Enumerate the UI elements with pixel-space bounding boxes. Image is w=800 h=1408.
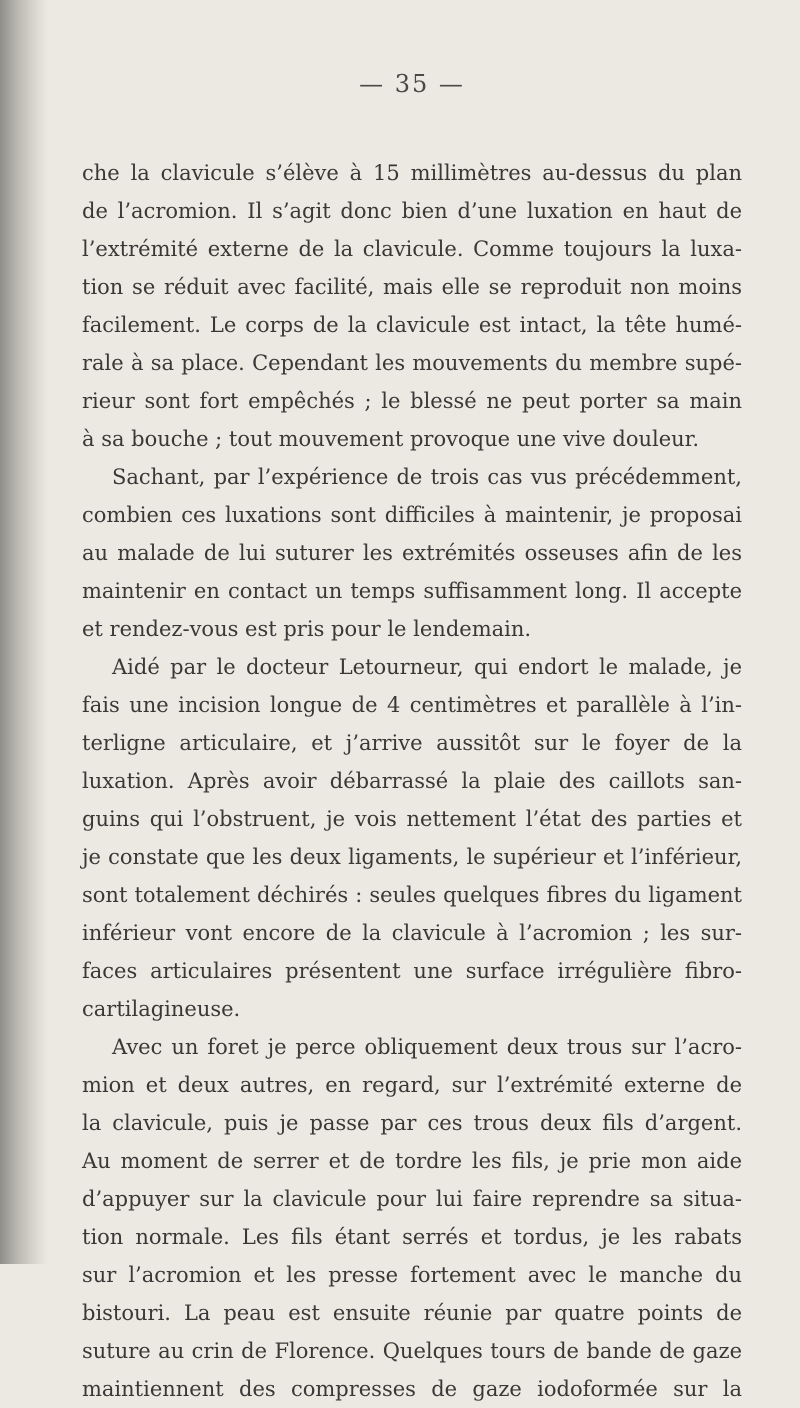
text-line: bistouri. La peau est ensuite réunie par quatre points de [82, 1301, 742, 1325]
text-line: maintiennent des compresses de gaze iodoformée sur la [82, 1377, 742, 1401]
scan-page-edge [0, 0, 48, 1264]
text-line: sur l’acromion et les presse fortement avec le manche du [82, 1263, 742, 1287]
text-line: rale à sa place. Cependant les mouvements du membre supé- [82, 351, 742, 375]
text-line: Aidé par le docteur Letourneur, qui endort le malade, je [112, 655, 742, 679]
text-line: de l’acromion. Il s’agit donc bien d’une luxation en haut de [82, 199, 742, 223]
text-line: rieur sont fort empêchés ; le blessé ne peut porter sa main [82, 389, 742, 413]
text-line: Avec un foret je perce obliquement deux trous sur l’acro- [112, 1035, 742, 1059]
text-line: je constate que les deux ligaments, le supérieur et l’inférieur, [82, 845, 742, 869]
body-text [82, 154, 742, 1408]
text-line: à sa bouche ; tout mouvement provoque une vive douleur. [82, 427, 700, 451]
text-line: inférieur vont encore de la clavicule à l’acromion ; les sur- [82, 921, 742, 945]
text-line: Sachant, par l’expérience de trois cas vus précédemment, [112, 465, 742, 489]
text-line: mion et deux autres, en regard, sur l’extrémité externe de [82, 1073, 742, 1097]
text-line: faces articulaires présentent une surface irrégulière fibro- [82, 959, 742, 983]
text-line: cartilagineuse. [82, 997, 241, 1021]
text-line: terligne articulaire, et j’arrive aussitôt sur le foyer de la [82, 731, 742, 755]
text-line: che la clavicule s’élève à 15 millimètres au-dessus du plan [82, 161, 742, 185]
page-number: — 35 — [359, 70, 465, 98]
text-line: tion se réduit avec facilité, mais elle se reproduit non moins [82, 275, 742, 299]
text-line: suture au crin de Florence. Quelques tours de bande de gaze [82, 1339, 742, 1363]
text-line: d’appuyer sur la clavicule pour lui faire reprendre sa situa- [82, 1187, 742, 1211]
text-line: combien ces luxations sont difficiles à maintenir, je proposai [82, 503, 742, 527]
text-line: et rendez-vous est pris pour le lendemain. [82, 617, 532, 641]
text-line: la clavicule, puis je passe par ces trous deux fils d’argent. [82, 1111, 742, 1135]
text-line: luxation. Après avoir débarrassé la plaie des caillots san- [82, 769, 742, 793]
text-line: guins qui l’obstruent, je vois nettement l’état des parties et [82, 807, 742, 831]
text-line: maintenir en contact un temps suffisamment long. Il accepte [82, 579, 742, 603]
text-line: fais une incision longue de 4 centimètres et parallèle à l’in- [82, 693, 742, 717]
text-line: l’extrémité externe de la clavicule. Comme toujours la luxa- [82, 237, 742, 261]
text-line: sont totalement déchirés : seules quelques fibres du ligament [82, 883, 742, 907]
text-line: tion normale. Les fils étant serrés et tordus, je les rabats [82, 1225, 742, 1249]
text-line: Au moment de serrer et de tordre les fils, je prie mon aide [82, 1149, 742, 1173]
text-line: facilement. Le corps de la clavicule est intact, la tête humé- [82, 313, 742, 337]
text-line: au malade de lui suturer les extrémités osseuses afin de les [82, 541, 742, 565]
